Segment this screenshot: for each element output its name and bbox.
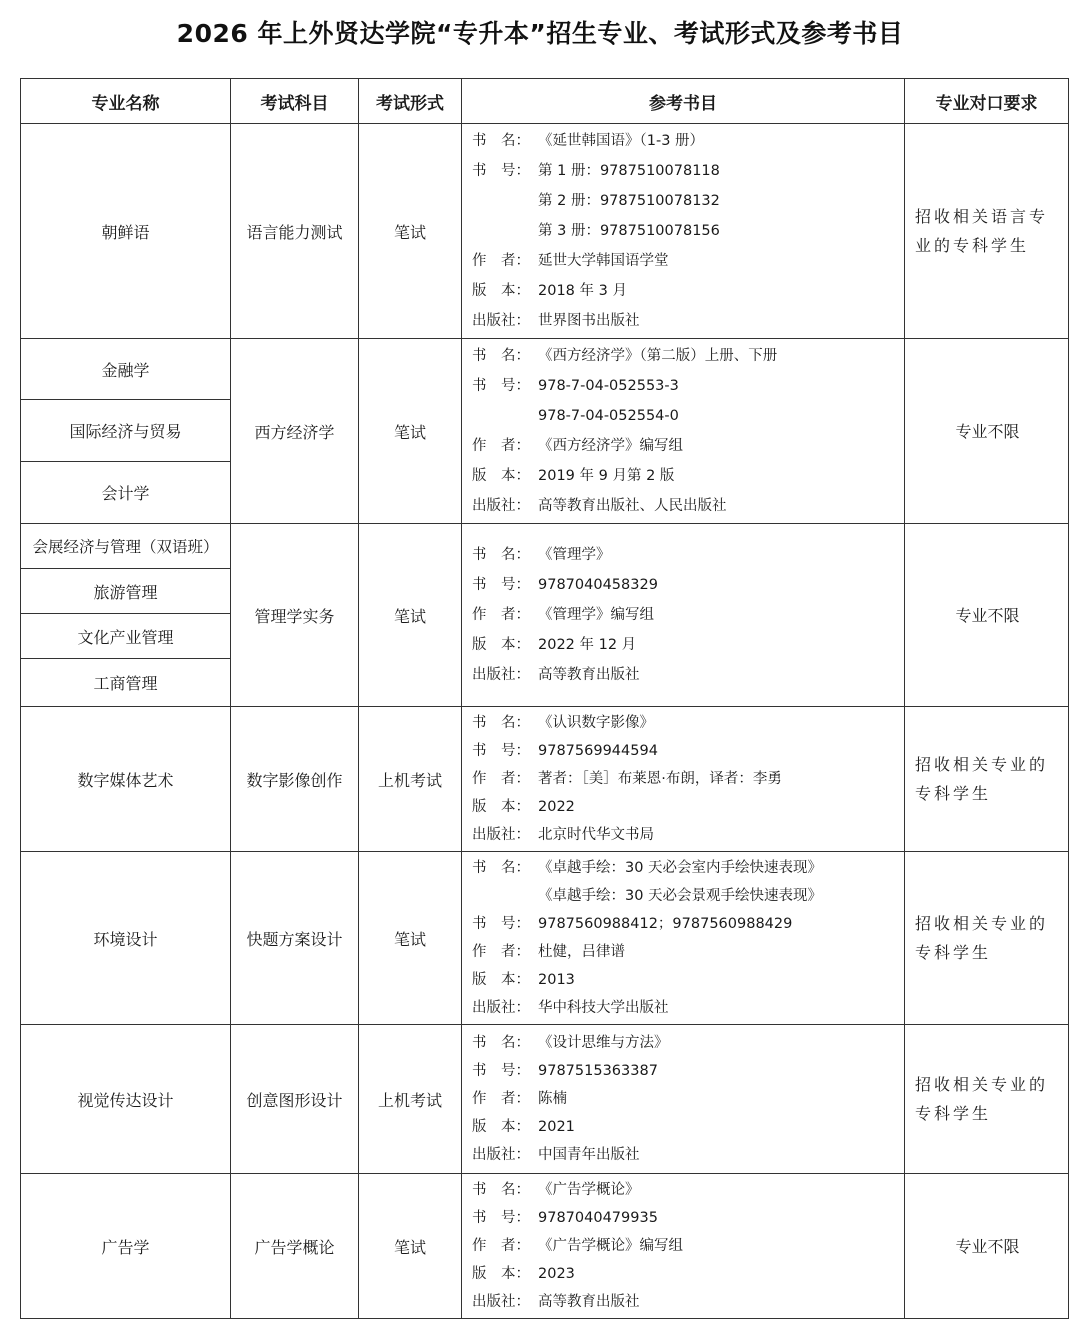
reference-label: 版 本： <box>472 283 530 299</box>
major-name-cell: 国际经济与贸易 <box>21 400 231 461</box>
reference-label: 书 名： <box>472 715 530 731</box>
reference-value: 第 2 册：9787510078132 <box>538 193 720 209</box>
reference-line <box>472 966 904 994</box>
table-row <box>21 124 1069 339</box>
reference-label: 出版社： <box>472 1000 530 1016</box>
reference-label: 书 号： <box>472 1063 530 1079</box>
reference-books-cell <box>462 852 905 1025</box>
reference-value: 杜健，吕律谱 <box>538 944 625 960</box>
reference-line <box>472 186 904 216</box>
reference-value: 华中科技大学出版社 <box>538 1000 669 1016</box>
reference-value: 2018 年 3 月 <box>538 283 627 299</box>
reference-value: 高等教育出版社、人民出版社 <box>538 498 727 514</box>
exam-format-cell: 笔试 <box>359 524 462 707</box>
reference-line <box>472 1260 904 1288</box>
exam-format-cell: 笔试 <box>359 339 462 524</box>
reference-line <box>472 630 904 660</box>
reference-value: 《管理学》编写组 <box>538 607 654 623</box>
reference-value: 9787040458329 <box>538 577 658 593</box>
reference-line <box>472 401 904 431</box>
table-row <box>21 1025 1069 1174</box>
reference-label: 作 者： <box>472 944 530 960</box>
reference-label: 出版社： <box>472 498 530 514</box>
reference-line <box>472 1232 904 1260</box>
reference-label: 版 本： <box>472 1266 530 1282</box>
reference-line <box>472 1176 904 1204</box>
reference-value: 2022 年 12 月 <box>538 637 637 653</box>
reference-value: 2019 年 9 月第 2 版 <box>538 468 675 484</box>
major-requirement-cell: 专业不限 <box>905 339 1069 524</box>
exam-subject-cell: 数字影像创作 <box>231 707 359 852</box>
reference-value: 《西方经济学》编写组 <box>538 438 683 454</box>
reference-label: 书 名： <box>472 1182 530 1198</box>
reference-label: 出版社： <box>472 667 530 683</box>
reference-line <box>472 793 904 821</box>
reference-line <box>472 491 904 521</box>
reference-value: 陈楠 <box>538 1091 567 1107</box>
reference-line <box>472 431 904 461</box>
reference-label: 版 本： <box>472 972 530 988</box>
reference-line <box>472 126 904 156</box>
major-name-cell: 会展经济与管理（双语班） <box>21 524 231 569</box>
reference-books-cell <box>462 707 905 852</box>
reference-label: 版 本： <box>472 468 530 484</box>
major-name-cell: 朝鲜语 <box>21 124 231 339</box>
reference-value: 978-7-04-052553-3 <box>538 378 679 394</box>
reference-label: 作 者： <box>472 607 530 623</box>
reference-label: 书 号： <box>472 1210 530 1226</box>
reference-line <box>472 540 904 570</box>
reference-value: 《广告学概论》编写组 <box>538 1238 683 1254</box>
header-references: 参考书目 <box>462 79 905 124</box>
reference-value: 9787569944594 <box>538 743 658 759</box>
table-row <box>21 707 1069 852</box>
reference-value: 2013 <box>538 972 575 988</box>
reference-value: 延世大学韩国语学堂 <box>538 253 669 269</box>
major-name-cell: 视觉传达设计 <box>21 1025 231 1174</box>
reference-label: 书 名： <box>472 860 530 876</box>
major-requirement-cell: 专业不限 <box>905 1174 1069 1319</box>
reference-label: 出版社： <box>472 1147 530 1163</box>
reference-value: 《设计思维与方法》 <box>538 1035 669 1051</box>
major-name-cell: 文化产业管理 <box>21 614 231 659</box>
reference-label <box>472 401 538 431</box>
reference-label <box>472 186 538 216</box>
reference-label: 作 者： <box>472 771 530 787</box>
reference-line <box>472 371 904 401</box>
major-requirement-cell: 招收相关专业的专科学生 <box>905 1025 1069 1174</box>
table-row <box>21 1174 1069 1319</box>
header-subject: 考试科目 <box>231 79 359 124</box>
reference-line <box>472 709 904 737</box>
exam-format-cell: 笔试 <box>359 124 462 339</box>
exam-format-cell: 笔试 <box>359 852 462 1025</box>
reference-line <box>472 1085 904 1113</box>
exam-subject-cell: 创意图形设计 <box>231 1025 359 1174</box>
exam-format-cell: 上机考试 <box>359 707 462 852</box>
header-format: 考试形式 <box>359 79 462 124</box>
reference-value: 世界图书出版社 <box>538 313 640 329</box>
exam-subject-cell: 快题方案设计 <box>231 852 359 1025</box>
exam-subject-cell: 西方经济学 <box>231 339 359 524</box>
reference-value: 第 3 册：9787510078156 <box>538 223 720 239</box>
reference-label: 版 本： <box>472 637 530 653</box>
major-name-cell: 环境设计 <box>21 852 231 1025</box>
table-row <box>21 339 1069 400</box>
reference-line <box>472 246 904 276</box>
reference-label: 作 者： <box>472 253 530 269</box>
reference-line <box>472 821 904 849</box>
exam-subject-cell: 广告学概论 <box>231 1174 359 1319</box>
reference-line <box>472 1057 904 1085</box>
reference-label: 作 者： <box>472 438 530 454</box>
reference-line <box>472 306 904 336</box>
major-requirement-cell: 招收相关专业的专科学生 <box>905 852 1069 1025</box>
reference-line <box>472 737 904 765</box>
major-requirement-cell: 专业不限 <box>905 524 1069 707</box>
reference-line <box>472 570 904 600</box>
reference-line <box>472 1029 904 1057</box>
reference-value: 2023 <box>538 1266 575 1282</box>
reference-line <box>472 1204 904 1232</box>
reference-value: 2021 <box>538 1119 575 1135</box>
reference-label: 书 名： <box>472 348 530 364</box>
exam-subject-cell: 语言能力测试 <box>231 124 359 339</box>
major-requirement-cell: 招收相关专业的专科学生 <box>905 707 1069 852</box>
reference-books-cell <box>462 1174 905 1319</box>
reference-value: 978-7-04-052554-0 <box>538 408 679 424</box>
reference-value: 《广告学概论》 <box>538 1182 640 1198</box>
reference-value: 第 1 册：9787510078118 <box>538 163 720 179</box>
major-name-cell: 金融学 <box>21 339 231 400</box>
reference-line <box>472 341 904 371</box>
reference-value: 《卓越手绘：30 天必会室内手绘快速表现》 <box>538 860 823 876</box>
reference-line <box>472 1113 904 1141</box>
reference-value: 9787515363387 <box>538 1063 658 1079</box>
reference-line <box>472 1141 904 1169</box>
table-body <box>21 124 1069 1319</box>
reference-value: 《管理学》 <box>538 547 611 563</box>
reference-label: 作 者： <box>472 1238 530 1254</box>
reference-line <box>472 882 904 910</box>
reference-value: 《认识数字影像》 <box>538 715 654 731</box>
reference-line <box>472 765 904 793</box>
reference-label: 版 本： <box>472 1119 530 1135</box>
reference-line <box>472 216 904 246</box>
reference-line <box>472 910 904 938</box>
reference-line <box>472 938 904 966</box>
exam-format-cell: 笔试 <box>359 1174 462 1319</box>
major-name-cell: 广告学 <box>21 1174 231 1319</box>
exam-subject-cell: 管理学实务 <box>231 524 359 707</box>
major-name-cell: 数字媒体艺术 <box>21 707 231 852</box>
reference-line <box>472 854 904 882</box>
major-name-cell: 工商管理 <box>21 659 231 707</box>
reference-line <box>472 156 904 186</box>
major-requirement-cell: 招收相关语言专业的专科学生 <box>905 124 1069 339</box>
reference-label: 书 号： <box>472 577 530 593</box>
reference-value: 《卓越手绘：30 天必会景观手绘快速表现》 <box>538 888 823 904</box>
reference-label: 出版社： <box>472 313 530 329</box>
reference-label: 版 本： <box>472 799 530 815</box>
reference-books-cell <box>462 339 905 524</box>
reference-books-cell <box>462 1025 905 1174</box>
reference-label: 出版社： <box>472 827 530 843</box>
reference-value: 《延世韩国语》（1-3 册） <box>538 133 705 149</box>
page-title: 2026 年上外贤达学院“专升本”招生专业、考试形式及参考书目 <box>176 19 904 48</box>
reference-label: 书 名： <box>472 547 530 563</box>
reference-value: 2022 <box>538 799 575 815</box>
exam-format-cell: 上机考试 <box>359 1025 462 1174</box>
reference-books-cell <box>462 524 905 707</box>
admission-table <box>20 78 1069 1319</box>
table-row <box>21 852 1069 1025</box>
reference-value: 《西方经济学》（第二版）上册、下册 <box>538 348 778 364</box>
reference-value: 北京时代华文书局 <box>538 827 654 843</box>
major-name-cell: 旅游管理 <box>21 569 231 614</box>
reference-line <box>472 276 904 306</box>
table-row <box>21 524 1069 569</box>
reference-line <box>472 600 904 630</box>
reference-label: 书 号： <box>472 916 530 932</box>
header-major: 专业名称 <box>21 79 231 124</box>
reference-label <box>472 216 538 246</box>
reference-value: 9787560988412；9787560988429 <box>538 916 793 932</box>
reference-value: 中国青年出版社 <box>538 1147 640 1163</box>
reference-label <box>472 882 538 910</box>
reference-value: 9787040479935 <box>538 1210 658 1226</box>
reference-value: 高等教育出版社 <box>538 667 640 683</box>
reference-label: 书 号： <box>472 378 530 394</box>
table-header-row <box>21 79 1069 124</box>
reference-line <box>472 994 904 1022</box>
reference-label: 书 名： <box>472 133 530 149</box>
reference-label: 出版社： <box>472 1294 530 1310</box>
reference-value: 著者：［美］布莱恩·布朗，译者：李勇 <box>538 771 782 787</box>
reference-books-cell <box>462 124 905 339</box>
reference-label: 书 号： <box>472 743 530 759</box>
major-name-cell: 会计学 <box>21 461 231 523</box>
reference-line <box>472 660 904 690</box>
header-requirement: 专业对口要求 <box>905 79 1069 124</box>
reference-label: 书 名： <box>472 1035 530 1051</box>
reference-value: 高等教育出版社 <box>538 1294 640 1310</box>
reference-label: 书 号： <box>472 163 530 179</box>
reference-line <box>472 461 904 491</box>
reference-label: 作 者： <box>472 1091 530 1107</box>
